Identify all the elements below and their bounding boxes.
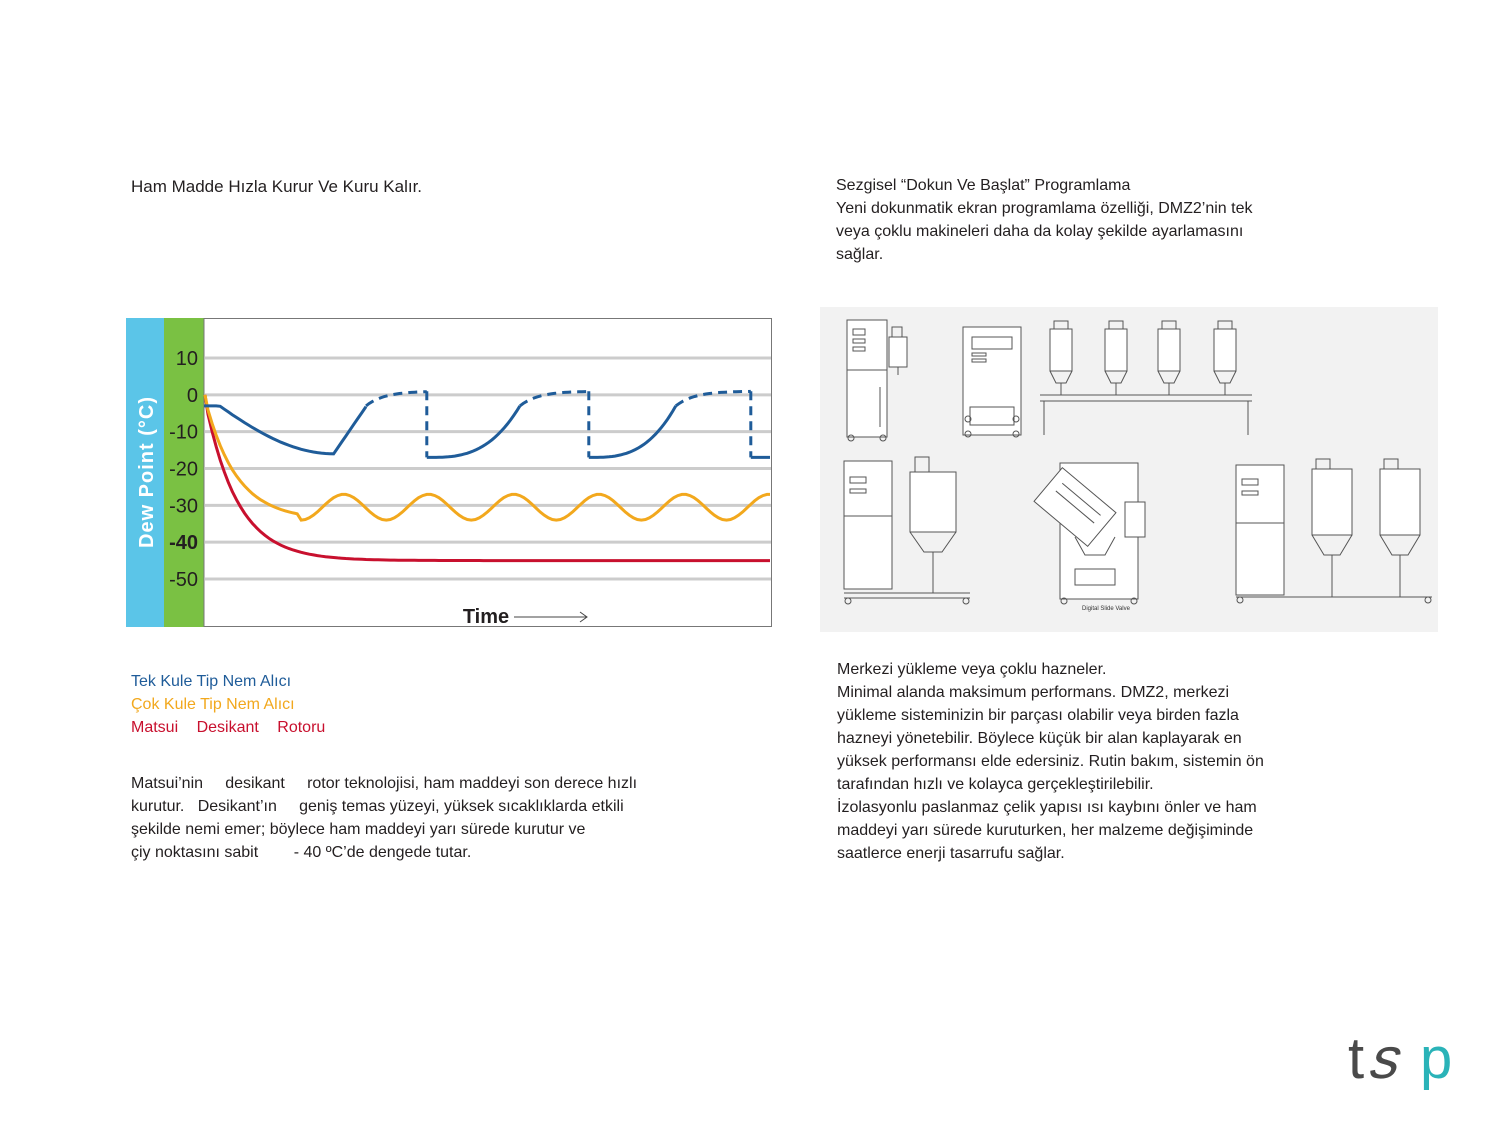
tsp-logo-mark bbox=[1348, 1030, 1468, 1094]
dryer-hopper-drawing bbox=[844, 457, 970, 604]
chart-ylabel: Dew Point (°C) bbox=[136, 396, 158, 548]
logo-letter-t: t bbox=[1348, 1030, 1365, 1091]
tilted-hopper-drawing bbox=[1034, 463, 1145, 612]
chart-ytick-label: -10 bbox=[169, 421, 198, 444]
paragraph-line: İzolasyonlu paslanmaz çelik yapısı ısı kaybını önler ve ham bbox=[837, 799, 1257, 816]
right-heading-line: Yeni dokunmatik ekran programlama özelliği, DMZ2’nin tek bbox=[836, 200, 1253, 217]
paragraph-line: Minimal alanda maksimum performans. DMZ2, merkezi bbox=[837, 684, 1230, 701]
logo-letter-p: p bbox=[1420, 1030, 1453, 1091]
paragraph-line: saatlerce enerji tasarrufu sağlar. bbox=[837, 845, 1065, 862]
chart-legend bbox=[131, 670, 325, 739]
chart-ytick-label: -40 bbox=[169, 532, 198, 555]
tsp-logo bbox=[1348, 1030, 1468, 1099]
paragraph-line: maddeyi yarı sürede kuruturken, her malzeme değişiminde bbox=[837, 822, 1254, 839]
chart-ytick-label: 0 bbox=[186, 384, 198, 407]
paragraph-line: yükleme sisteminizin bir parçası olabilir veya birden fazla bbox=[837, 707, 1239, 724]
left-heading: Ham Madde Hızla Kurur Ve Kuru Kalır. bbox=[131, 177, 423, 196]
paragraph-line: yüksek performansı elde edersiniz. Rutin bakım, sistemin ön bbox=[837, 753, 1264, 770]
dryer-unit-drawing bbox=[963, 327, 1021, 437]
multi-hopper-frame-drawing bbox=[1040, 321, 1252, 435]
chart-ytick-label: -50 bbox=[169, 569, 198, 591]
chart-xlabel: Time bbox=[462, 606, 510, 627]
right-heading-line: veya çoklu makineleri daha da kolay şekilde ayarlamasını bbox=[836, 223, 1244, 240]
machine-drawings bbox=[820, 307, 1438, 632]
right-heading-line: sağlar. bbox=[836, 246, 884, 263]
chart-ytick-label: -20 bbox=[169, 458, 198, 481]
paragraph-line: çiy noktasını sabit - 40 ºC’de dengede tutar. bbox=[131, 844, 472, 861]
chart-ytick-label: 10 bbox=[175, 348, 198, 370]
legend-item-single-tower: Tek Kule Tip Nem Alıcı bbox=[131, 673, 292, 690]
paragraph-line: hazneyi yönetebilir. Böylece küçük bir alan kaplayarak en bbox=[837, 730, 1242, 747]
paragraph-line: Matsui’nin desikant rotor teknolojisi, ham maddeyi son derece hızlı bbox=[131, 775, 638, 792]
dryer-two-hoppers-drawing bbox=[1236, 459, 1432, 603]
chart-ytick-label: -30 bbox=[169, 495, 198, 518]
right-heading bbox=[836, 174, 1316, 266]
legend-item-multi-tower: Çok Kule Tip Nem Alıcı bbox=[131, 696, 295, 713]
chart-svg bbox=[126, 318, 772, 627]
paragraph-line: şekilde nemi emer; böylece ham maddeyi yarı sürede kurutur ve bbox=[131, 821, 586, 838]
paragraph-line: tarafından hızlı ve kolayca gerçekleştirilebilir. bbox=[837, 776, 1154, 793]
dryer-unit-drawing bbox=[847, 320, 907, 441]
dew-point-chart bbox=[126, 318, 772, 627]
machine-drawings-panel bbox=[820, 307, 1438, 632]
right-heading-title: Sezgisel “Dokun Ve Başlat” Programlama bbox=[836, 177, 1131, 194]
right-paragraph bbox=[837, 658, 1317, 865]
drawing-caption: Digital Slide Valve bbox=[1082, 606, 1130, 612]
left-paragraph bbox=[131, 772, 711, 864]
logo-letter-s: s bbox=[1362, 1030, 1413, 1091]
legend-item-matsui-rotor: Matsui Desikant Rotoru bbox=[131, 719, 326, 736]
paragraph-line: Merkezi yükleme veya çoklu hazneler. bbox=[837, 661, 1107, 678]
paragraph-line: kurutur. Desikant’ın geniş temas yüzeyi, yüksek sıcaklıklarda etkili bbox=[131, 798, 624, 815]
